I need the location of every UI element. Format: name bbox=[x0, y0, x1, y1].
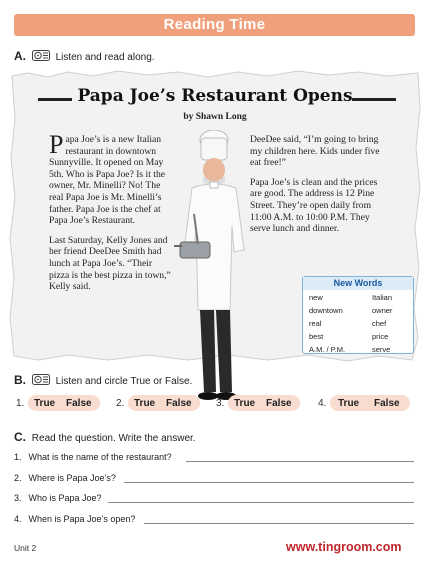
question-number: 1. bbox=[14, 452, 22, 462]
answer-line-4[interactable] bbox=[144, 523, 414, 524]
question-text: When is Papa Joe’s open? bbox=[28, 514, 136, 524]
new-word: price bbox=[372, 332, 389, 341]
section-c-instruction: Read the question. Write the answer. bbox=[31, 433, 196, 444]
question-3 bbox=[14, 493, 102, 503]
answer-line-3[interactable] bbox=[108, 502, 414, 503]
tf-number: 3. bbox=[216, 398, 225, 409]
answer-line-1[interactable] bbox=[186, 461, 414, 462]
question-1 bbox=[14, 452, 172, 462]
left-paragraph-1-text: apa Joe’s is a new Italian restaurant in downtown Sunnyville. It opened on May 5th. Who is Papa Joe? Is it the owner, Mr. Minelli? No! The real Papa Joe is Mr. Minelli’s father. Papa Joe is the chef at Papa Joe’s Restaurant. bbox=[49, 134, 165, 227]
false-option[interactable]: False bbox=[374, 398, 400, 409]
newspaper-article bbox=[8, 68, 422, 364]
tf-number: 1. bbox=[16, 398, 25, 409]
new-words-list bbox=[303, 290, 413, 358]
new-word: downtown bbox=[309, 306, 343, 315]
false-option[interactable]: False bbox=[66, 398, 92, 409]
article-headline: Papa Joe’s Restaurant Opens bbox=[77, 86, 353, 106]
new-word: owner bbox=[372, 306, 393, 315]
question-text: Where is Papa Joe’s? bbox=[28, 473, 116, 483]
left-paragraph-2: Last Saturday, Kelly Jones and her friend DeeDee Smith had lunch at Papa Joe’s. “Their pizza is the best pizza in town,” Kelly said. bbox=[49, 234, 171, 293]
new-word: real bbox=[309, 319, 322, 328]
true-option[interactable]: True bbox=[34, 398, 56, 409]
question-4 bbox=[14, 514, 135, 524]
new-word: serve bbox=[372, 345, 391, 354]
new-word: Italian bbox=[372, 293, 393, 302]
unit-label: Unit 2 bbox=[14, 543, 37, 553]
article-byline: by Shawn Long bbox=[183, 112, 247, 122]
false-option[interactable]: False bbox=[266, 398, 292, 409]
true-false-row bbox=[14, 395, 414, 413]
drop-cap: P bbox=[49, 130, 64, 159]
section-a-header bbox=[14, 49, 155, 64]
true-option[interactable]: True bbox=[134, 398, 156, 409]
new-word: chef bbox=[372, 319, 387, 328]
banner-title: Reading Time bbox=[163, 16, 266, 33]
article-right-column bbox=[250, 134, 380, 243]
reading-time-banner bbox=[14, 14, 415, 36]
section-c-header bbox=[14, 430, 196, 444]
new-word: A.M. / P.M. bbox=[309, 345, 346, 354]
new-word: new bbox=[309, 293, 323, 302]
question-number: 4. bbox=[14, 514, 22, 524]
question-text: What is the name of the restaurant? bbox=[28, 452, 172, 462]
tf-number: 4. bbox=[318, 398, 327, 409]
section-b-instruction: Listen and circle True or False. bbox=[55, 376, 193, 387]
false-option[interactable]: False bbox=[166, 398, 192, 409]
tf-number: 2. bbox=[116, 398, 125, 409]
section-b-header bbox=[14, 373, 192, 388]
question-text: Who is Papa Joe? bbox=[28, 493, 102, 503]
audio-cd-icon bbox=[32, 374, 50, 388]
chef-illustration bbox=[170, 130, 256, 410]
question-number: 2. bbox=[14, 473, 22, 483]
new-words-box bbox=[302, 276, 414, 354]
section-a-instruction: Listen and read along. bbox=[55, 52, 155, 63]
true-option[interactable]: True bbox=[338, 398, 360, 409]
question-number: 3. bbox=[14, 493, 22, 503]
section-c-letter: C. bbox=[14, 430, 26, 444]
section-b-letter: B. bbox=[14, 373, 26, 387]
answer-line-2[interactable] bbox=[124, 482, 414, 483]
new-words-title: New Words bbox=[303, 277, 413, 290]
left-paragraph-1 bbox=[49, 130, 171, 227]
right-paragraph-2: Papa Joe’s is clean and the prices are good. The address is 12 Pine Street. They’re open daily from 11:00 A.M. to 10:00 P.M. They serve lunch and dinner. bbox=[250, 176, 378, 235]
audio-cd-icon bbox=[32, 50, 50, 64]
new-word: best bbox=[309, 332, 324, 341]
watermark: www.tingroom.com bbox=[286, 540, 402, 554]
article-left-column bbox=[49, 130, 171, 301]
question-2 bbox=[14, 473, 116, 483]
section-a-letter: A. bbox=[14, 49, 26, 63]
right-paragraph-1: DeeDee said, “I’m going to bring my children here. Kids under five eat free!” bbox=[250, 134, 380, 169]
true-option[interactable]: True bbox=[234, 398, 256, 409]
